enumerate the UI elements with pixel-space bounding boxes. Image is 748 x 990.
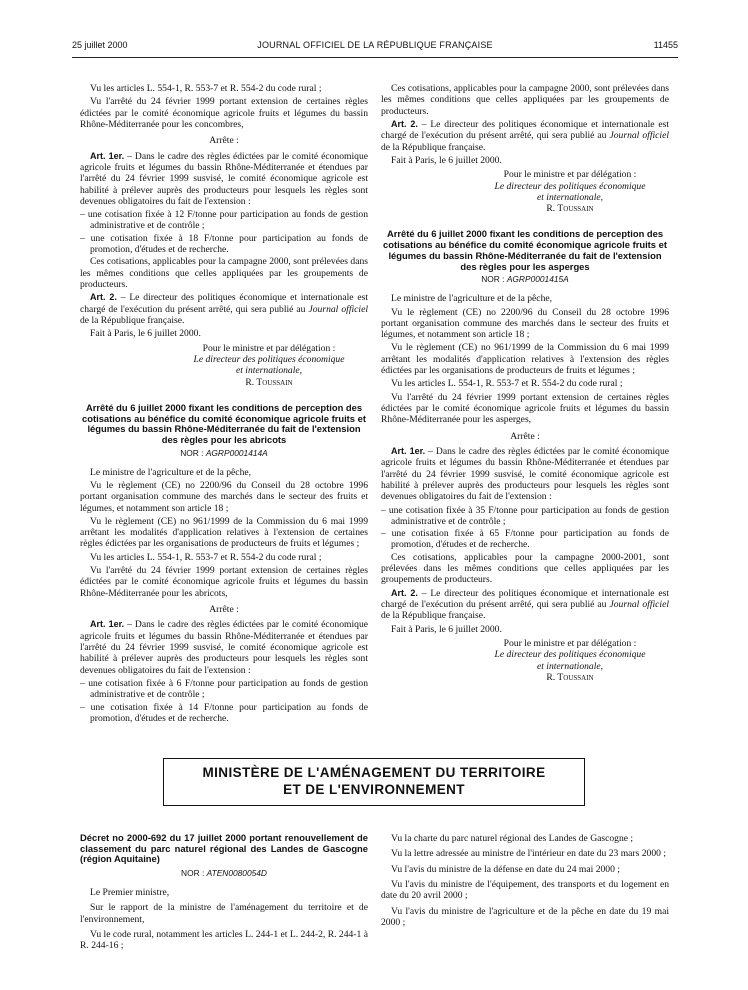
article-label: Art. 2. <box>391 118 418 129</box>
signatory-name: R. Toussain <box>546 671 594 683</box>
visa: Vu le règlement (CE) no 2200/96 du Conseil du 28 octobre 1996 portant organisation commune des marchés dans le secteur des fruits et légumes, et notamment son article 18 ; <box>381 306 669 341</box>
visa: Vu l'avis du ministre de l'agriculture et de la pêche en date du 19 mai 2000 ; <box>381 905 669 928</box>
visa: Vu les articles L. 554-1, R. 553-7 et R. 554-2 du code rural ; <box>391 378 623 390</box>
decree-title: Décret no 2000-692 du 17 juillet 2000 portant renouvellement de classement du parc naturel régional des Landes de Gascogne (région Aquitaine) <box>80 832 368 865</box>
list-item: – une cotisation fixée à 12 F/tonne pour participation au fonds de gestion administrative et de contrôle ; <box>80 209 368 232</box>
paragraph: Ces cotisations, applicables pour la campagne 2000, sont prélevées dans les mêmes conditions que celles appliquées par les groupements de producteurs. <box>381 83 669 117</box>
visa: Vu les articles L. 554-1, R. 553-7 et R. 554-2 du code rural ; <box>90 551 322 563</box>
article-1: Art. 1er. – Dans le cadre des règles édictées par le comité économique agricole fruits et légumes du bassin Rhône-Méditerranée et étendues par l'arrêté du 24 février 1999 susvisé, le comité économique agricole est habilité à prélever auprès des producteurs pour lesquels les règles sont devenues obligatoires du fait de l'extension : <box>80 150 368 207</box>
list-item: – une cotisation fixée à 14 F/tonne pour participation au fonds de promotion, d'études et de recherche. <box>80 701 368 724</box>
signatory-name: R. Toussain <box>245 376 293 388</box>
prime-minister-line: Le Premier ministre, <box>90 887 170 899</box>
signature-block: Pour le ministre et par délégation : Le directeur des politiques économique et internationale, R. Toussain <box>381 638 669 683</box>
visa: Vu le code rural, notamment les articles L. 244-1 et L. 244-2, R. 244-1 à R. 244-16 ; <box>80 929 368 952</box>
article-1: Art. 1er. – Dans le cadre des règles édictées par le comité économique agricole fruits et légumes du bassin Rhône-Méditerranée et étendues par l'arrêté du 24 février 1999 susvisé, le comité économique agricole est habilité à prélever auprès des producteurs pour lesquels les règles sont devenues obligatoires du fait de l'extension : <box>381 445 669 503</box>
list-item: – une cotisation fixée à 18 F/tonne pour participation au fonds de promotion, d'études et de recherche. <box>80 232 368 256</box>
paragraph: Sur le rapport de la ministre de l'aménagement du territoire et de l'environnement, <box>80 902 368 925</box>
article-label: Art. 2. <box>391 587 418 598</box>
visa: Vu l'arrêté du 24 février 1999 portant extension de certaines règles édictées par le comité économique agricole fruits et légumes du bassin Rhône-Méditerranée pour les abricots, <box>80 565 368 599</box>
header-date: 25 juillet 2000 <box>72 40 128 50</box>
column-4 <box>381 833 669 932</box>
visa: Vu l'arrêté du 24 février 1999 portant extension de certaines règles édictées par le comité économique agricole fruits et légumes du bassin Rhône-Méditerranée pour les asperges, <box>381 391 669 426</box>
nor-reference: NOR : AGRP0001414A <box>180 447 268 458</box>
fait-a-paris: Fait à Paris, le 6 juillet 2000. <box>391 623 502 635</box>
page-number: 11455 <box>653 40 678 50</box>
list-item: – une cotisation fixée à 65 F/tonne pour participation au fonds de promotion, d'études et de recherche. <box>381 528 669 551</box>
fait-a-paris: Fait à Paris, le 6 juillet 2000. <box>391 154 502 166</box>
ministry-line-2: ET DE L'ENVIRONNEMENT <box>283 782 465 797</box>
visa: Vu l'arrêté du 24 février 1999 portant extension de certaines règles édictées par le comité économique agricole fruits et légumes du bassin Rhône-Méditerranée pour les concombres, <box>80 96 368 130</box>
fait-a-paris: Fait à Paris, le 6 juillet 2000. <box>90 328 201 340</box>
column-2 <box>381 83 669 683</box>
article-label: Art. 1er. <box>391 445 426 456</box>
header-rule <box>72 57 678 58</box>
nor-reference: NOR : AGRP0001415A <box>481 274 569 285</box>
article-2: Art. 2. – Le directeur des politiques économique et internationale est chargé de l'exécution du présent arrêté, qui sera publié au Journal officiel de la République française. <box>381 587 669 622</box>
article-label: Art. 2. <box>90 292 117 303</box>
article-1: Art. 1er. – Dans le cadre des règles édictées par le comité économique agricole fruits et légumes du bassin Rhône-Méditerranée et étendues par l'arrêté du 24 février 1999 susvisé, le comité économique agricole est habilité à prélever auprès des producteurs pour lesquels les règles sont devenues obligatoires du fait de l'extension : <box>80 619 368 676</box>
visa: Vu le règlement (CE) no 2200/96 du Conseil du 28 octobre 1996 portant organisation commune des marchés dans le secteur des fruits et légumes, et notamment son article 18 ; <box>80 479 368 514</box>
minister-line: Le ministre de l'agriculture et de la pêche, <box>90 466 252 478</box>
visa: Vu la charte du parc naturel régional des Landes de Gascogne ; <box>391 833 634 844</box>
arrete-label: Arrête : <box>510 430 540 442</box>
column-1 <box>80 83 368 725</box>
column-3 <box>80 833 368 956</box>
article-2: Art. 2. – Le directeur des politiques économique et internationale est chargé de l'exécution du présent arrêté, qui sera publié au Journal officiel de la République française. <box>381 118 669 153</box>
arrete-title: Arrêté du 6 juillet 2000 fixant les conditions de perception des cotisations au bénéfice du comité économique agricole fruits et légumes du bassin Rhône-Méditerranée du fait de l'extension des règles pour les abricots <box>82 401 366 445</box>
visa: Vu la lettre adressée au ministre de l'intérieur en date du 23 mars 2000 ; <box>391 848 667 860</box>
signature-block: Pour le ministre et par délégation : Le directeur des politiques économique et internationale, R. Toussain <box>80 343 368 388</box>
arrete-label: Arrête : <box>209 604 239 616</box>
visa: Vu les articles L. 554-1, R. 553-7 et R. 554-2 du code rural ; <box>90 83 322 94</box>
visa: Vu l'avis du ministre de la défense en date du 24 mai 2000 ; <box>391 863 620 875</box>
paragraph: Ces cotisations, applicables pour la campagne 2000-2001, sont prélevées dans les mêmes conditions que celles appliquées par les groupements de producteurs. <box>381 551 669 586</box>
article-label: Art. 1er. <box>90 619 125 630</box>
visa: Vu l'avis du ministre de l'équipement, des transports et du logement en date du 20 avril 2000 ; <box>381 878 669 902</box>
ministry-banner <box>163 758 585 806</box>
visa: Vu le règlement (CE) no 961/1999 de la Commission du 6 mai 1999 arrêtant les modalités d'application relatives à l'extension de certaines règles édictées par les organisations de producteurs de fruits et légumes ; <box>80 515 368 550</box>
signatory-name: R. Toussain <box>546 203 594 215</box>
page-header <box>72 40 678 54</box>
journal-title: JOURNAL OFFICIEL DE LA RÉPUBLIQUE FRANÇAISE <box>257 40 493 50</box>
list-item: – une cotisation fixée à 35 F/tonne pour participation au fonds de gestion administrative et de contrôle ; <box>381 504 669 527</box>
ministry-line-1: MINISTÈRE DE L'AMÉNAGEMENT DU TERRITOIRE <box>202 765 546 781</box>
arrete-label: Arrête : <box>209 135 239 147</box>
article-2: Art. 2. – Le directeur des politiques économique et internationale est chargé de l'exécution du présent arrêté, qui sera publié au Journal officiel de la République française. <box>80 292 368 326</box>
list-item: – une cotisation fixée à 6 F/tonne pour participation au fonds de gestion administrative et de contrôle ; <box>80 677 368 701</box>
arrete-title: Arrêté du 6 juillet 2000 fixant les conditions de perception des cotisations au bénéfice du comité économique agricole fruits et légumes du bassin Rhône-Méditerranée du fait de l'extension des règles pour les asperges <box>383 228 667 272</box>
article-label: Art. 1er. <box>90 150 125 161</box>
nor-reference: NOR : ATEN0080054D <box>181 868 267 879</box>
signature-block: Pour le ministre et par délégation : Le directeur des politiques économique et internationale, R. Toussain <box>381 169 669 214</box>
minister-line: Le ministre de l'agriculture et de la pêche, <box>391 293 553 305</box>
paragraph: Ces cotisations, applicables pour la campagne 2000, sont prélevées dans les mêmes conditions que celles appliquées par les groupements de producteurs. <box>80 256 368 290</box>
visa: Vu le règlement (CE) no 961/1999 de la Commission du 6 mai 1999 arrêtant les modalités d'application relatives à l'extension des règles édictées par les organisations de producteurs de fruits et légumes ; <box>381 342 669 377</box>
